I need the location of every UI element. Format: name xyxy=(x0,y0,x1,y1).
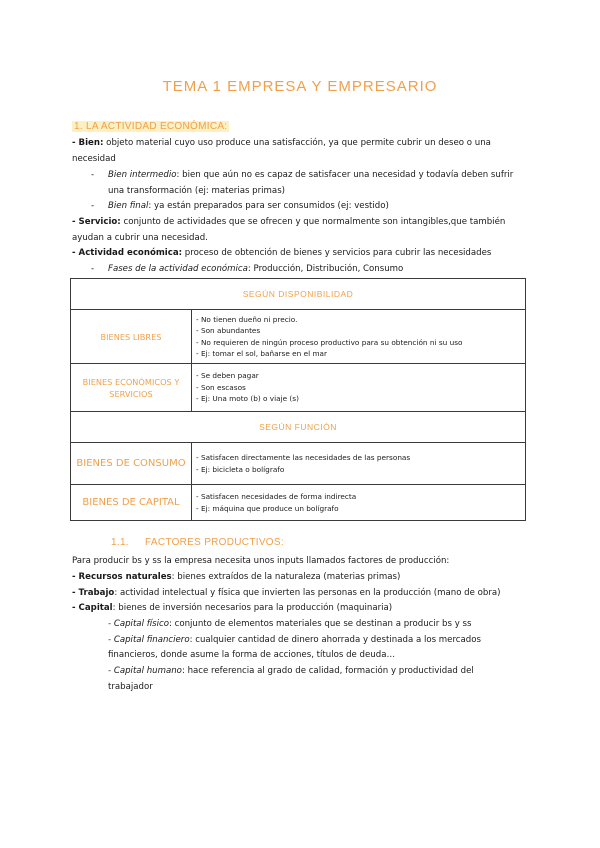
row-label-bienes-consumo: BIENES DE CONSUMO xyxy=(71,443,192,485)
classification-table xyxy=(70,278,526,521)
row-label-bienes-economicos: BIENES ECONÓMICOS Y SERVICIOS xyxy=(71,364,192,412)
row-content-bienes-consumo xyxy=(192,443,526,485)
def-fases-text: : Producción, Distribución, Consumo xyxy=(247,264,404,274)
list-item: - Ej: bicicleta o bolígrafo xyxy=(196,464,285,474)
def-actividad-label: - Actividad económica: xyxy=(72,248,183,258)
def-servicio-cont: ayudan a cubrir una necesidad. xyxy=(72,233,208,243)
table-row xyxy=(71,310,526,364)
def-trabajo-text: : actividad intelectual y física que invierten las personas en la producción (mano de obra) xyxy=(114,588,501,598)
def-capital-humano-text: : hace referencia al grado de calidad, formación y productividad del xyxy=(181,666,474,676)
list-item: - Ej: Una moto (b) o viaje (s) xyxy=(196,394,299,404)
def-capital-financiero-cont: financieros, donde asume la forma de acciones, títulos de deuda… xyxy=(108,650,396,660)
def-recursos xyxy=(72,570,542,586)
section-heading-actividad xyxy=(72,121,229,132)
bullet-dash: - xyxy=(91,201,95,211)
bullet-dash: - xyxy=(91,264,95,274)
def-bien-intermedio-label: Bien intermedio xyxy=(108,170,177,180)
factores-intro: Para producir bs y ss la empresa necesita unos inputs llamados factores de producción: xyxy=(72,556,450,566)
def-actividad xyxy=(72,246,532,262)
list-item: - No requieren de ningún proceso productivo para su obtención ni su uso xyxy=(196,337,463,347)
table-header-funcion: SEGÚN FUNCIÓN xyxy=(71,412,526,443)
def-fases-label: Fases de la actividad económica xyxy=(108,264,248,274)
def-capital-humano-cont: trabajador xyxy=(108,682,153,692)
def-servicio-text: conjunto de actividades que se ofrecen y que normalmente son intangibles,que también xyxy=(120,217,506,227)
def-bien-label: - Bien: xyxy=(72,138,104,148)
table-header-disponibilidad: SEGÚN DISPONIBILIDAD xyxy=(71,279,526,310)
row-label-bienes-libres: BIENES LIBRES xyxy=(71,310,192,364)
section-heading-text: 1. LA ACTIVIDAD ECONÓMICA: xyxy=(74,121,228,132)
def-capital-humano-label: - Capital humano xyxy=(108,666,182,676)
list-item: - Son escasos xyxy=(196,382,246,392)
subsection-heading-factores: FACTORES PRODUCTIVOS: xyxy=(145,537,284,548)
table-header-row xyxy=(71,279,526,310)
def-capital xyxy=(72,601,542,617)
def-servicio xyxy=(72,215,532,231)
def-capital-text: : bienes de inversión necesarios para la producción (maquinaria) xyxy=(112,603,393,613)
row-content-bienes-libres xyxy=(192,310,526,364)
def-actividad-text: proceso de obtención de bienes y servicios para cubrir las necesidades xyxy=(182,248,492,258)
list-item: - Son abundantes xyxy=(196,326,261,335)
def-bien-final-label: Bien final xyxy=(108,201,149,211)
def-capital-fisico xyxy=(108,617,538,633)
def-recursos-text: : bienes extraídos de la naturaleza (materias primas) xyxy=(171,572,401,582)
def-capital-fisico-label: - Capital físico xyxy=(108,619,169,629)
row-content-bienes-capital xyxy=(192,485,526,521)
row-label-bienes-capital: BIENES DE CAPITAL xyxy=(71,485,192,521)
def-servicio-label: - Servicio: xyxy=(72,217,121,227)
def-bien-final-text: : ya están preparados para ser consumidos (ej: vestido) xyxy=(148,201,389,211)
def-trabajo xyxy=(72,586,552,602)
subsection-number: 1.1. xyxy=(111,537,129,548)
def-bien xyxy=(72,136,532,152)
def-capital-humano xyxy=(108,664,538,680)
list-item: - Satisfacen directamente las necesidades de las personas xyxy=(196,453,411,462)
list-item: - Ej: máquina que produce un bolígrafo xyxy=(196,503,339,513)
def-capital-financiero xyxy=(108,633,538,649)
page-title: TEMA 1 EMPRESA Y EMPRESARIO xyxy=(162,78,438,95)
list-item: - Se deben pagar xyxy=(196,371,259,381)
def-bien-cont: necesidad xyxy=(72,154,116,164)
list-item: - Ej: tomar el sol, bañarse en el mar xyxy=(196,349,328,358)
def-bien-text: objeto material cuyo uso produce una satisfacción, ya que permite cubrir un deseo o una xyxy=(103,138,491,148)
list-item: - Satisfacen necesidades de forma indirecta xyxy=(196,492,357,501)
def-capital-financiero-label: - Capital financiero xyxy=(108,635,190,645)
table-header-row xyxy=(71,412,526,443)
def-capital-financiero-text: : cualquier cantidad de dinero ahorrada y destinada a los mercados xyxy=(189,635,481,645)
def-bien-final xyxy=(108,199,528,215)
bullet-dash: - xyxy=(91,170,95,180)
def-capital-label: - Capital xyxy=(72,603,113,613)
list-item: - No tienen dueño ni precio. xyxy=(196,314,298,324)
def-recursos-label: - Recursos naturales xyxy=(72,572,172,582)
def-bien-intermedio-text: : bien que aún no es capaz de satisfacer una necesidad y todavía deben sufrir xyxy=(176,170,514,180)
def-trabajo-label: - Trabajo xyxy=(72,588,115,598)
def-bien-intermedio-cont: una transformación (ej: materias primas) xyxy=(108,186,286,196)
def-capital-fisico-text: : conjunto de elementos materiales que se destinan a producir bs y ss xyxy=(168,619,472,629)
table-row xyxy=(71,443,526,485)
def-bien-intermedio xyxy=(108,168,528,184)
row-content-bienes-economicos xyxy=(192,364,526,412)
table-row xyxy=(71,364,526,412)
def-fases xyxy=(108,262,528,278)
table-row xyxy=(71,485,526,521)
